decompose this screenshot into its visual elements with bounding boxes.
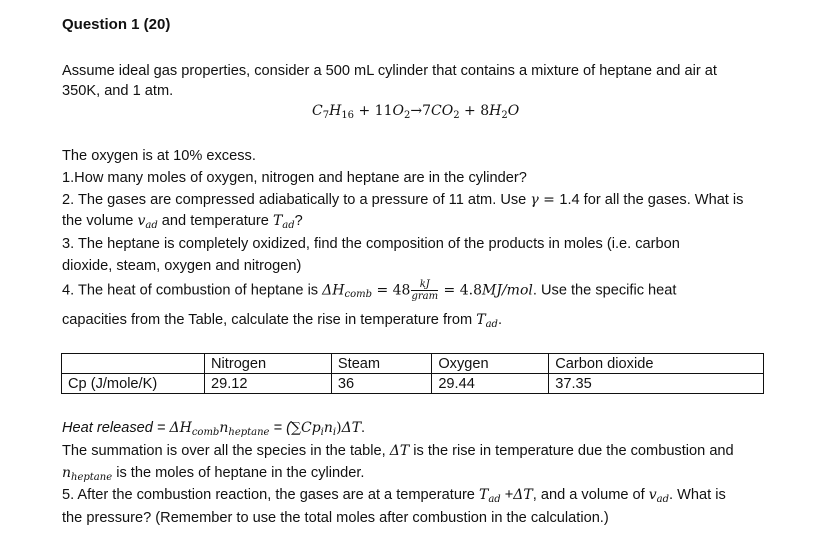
table-cell	[62, 354, 205, 374]
table-header-carbon-dioxide: Carbon dioxide	[549, 354, 764, 374]
table-header-steam: Steam	[331, 354, 431, 374]
table-cell: 36	[331, 374, 431, 394]
table-row	[62, 374, 764, 394]
question-2-line-2: the volume $v_{ad}$ and temperature $T_{ad}$?	[62, 213, 303, 231]
reaction-equation: $C_7H_{16} + 11O_2\to 7CO_2 + 8H_2O$	[312, 103, 520, 121]
table-cell: 29.12	[205, 374, 332, 394]
table-row-label: Cp (J/mole/K)	[62, 374, 205, 394]
excess-statement: The oxygen is at 10% excess.	[62, 148, 256, 164]
intro-line-1: Assume ideal gas properties, consider a 500 mL cylinder that contains a mixture of heptane and air at	[62, 63, 717, 79]
question-3-line-1: 3. The heptane is completely oxidized, find the composition of the products in moles (i.e. carbon	[62, 236, 680, 252]
question-5-line-2: the pressure? (Remember to use the total moles after combustion in the calculation.)	[62, 510, 609, 526]
question-2-line-1: 2. The gases are compressed adiabatically to a pressure of 11 atm. Use γ = 1.4 for all the gases. What is	[62, 192, 744, 208]
question-title: Question 1 (20)	[62, 16, 171, 33]
summation-line-1: The summation is over all the species in the table, ΔT is the rise in temperature due the combustion and	[62, 443, 734, 459]
question-5-line-1: 5. After the combustion reaction, the gases are at a temperature $T_{ad} +\Delta T$, and a volume of $v_{ad}$. What is	[62, 487, 726, 505]
summation-line-2: $n_{heptane}$ is the moles of heptane in the cylinder.	[62, 465, 365, 483]
heat-capacity-table	[61, 353, 764, 394]
table-header-row	[62, 354, 764, 374]
kj-per-gram-fraction: $\frac{kJ}{\text{gram}}$	[411, 279, 439, 302]
question-1: 1.How many moles of oxygen, nitrogen and heptane are in the cylinder?	[62, 170, 527, 186]
table-header-oxygen: Oxygen	[432, 354, 549, 374]
table-header-nitrogen: Nitrogen	[205, 354, 332, 374]
table-cell: 29.44	[432, 374, 549, 394]
heat-released-equation: Heat released = $\Delta H_{comb}n_{heptane} = (\sum Cp_in_i)\Delta T$.	[62, 420, 366, 438]
question-4-line-2: capacities from the Table, calculate the rise in temperature from $T_{ad}$.	[62, 312, 503, 330]
question-4-line-1: 4. The heat of combustion of heptane is $\Delta H_{comb} = 48$ $\frac{kJ}{\text{gram}}$ = 4.8MJ/mol. Use the specific heat	[62, 279, 677, 302]
table-cell: 37.35	[549, 374, 764, 394]
intro-line-2: 350K, and 1 atm.	[62, 83, 174, 99]
question-3-line-2: dioxide, steam, oxygen and nitrogen)	[62, 258, 302, 274]
